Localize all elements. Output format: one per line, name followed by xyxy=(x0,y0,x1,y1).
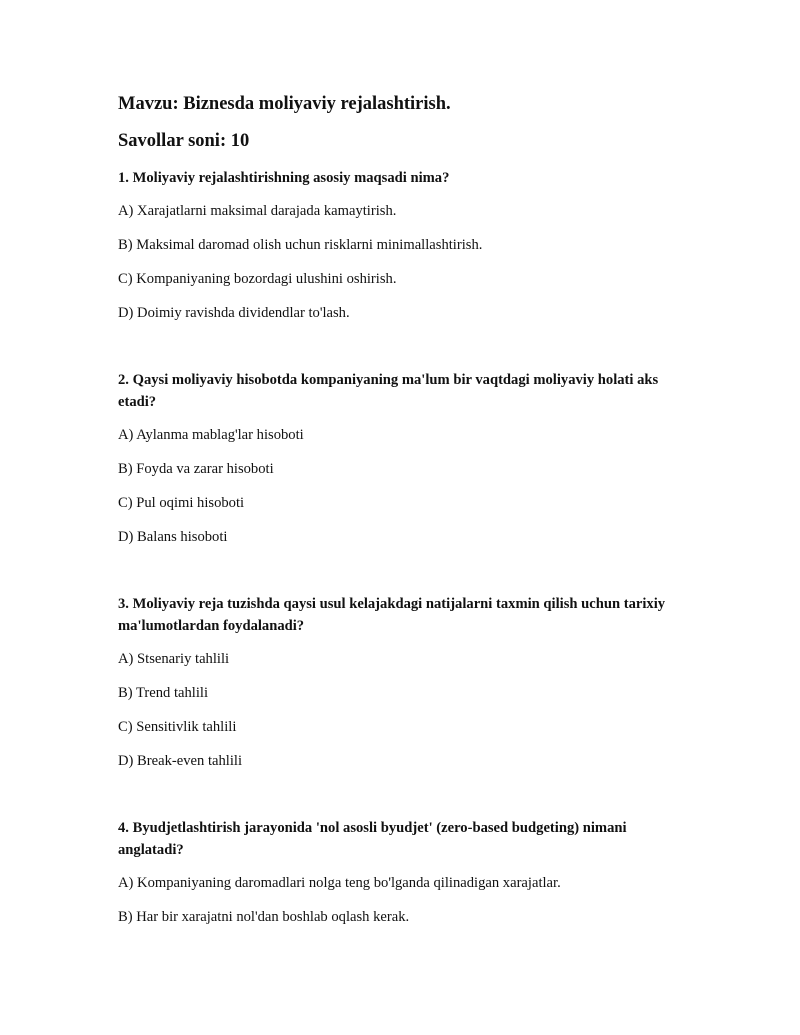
option-b: B) Maksimal daromad olish uchun risklarni minimallashtirish. xyxy=(118,237,483,253)
question-text: 2. Qaysi moliyaviy hisobotda kompaniyaning ma'lum bir vaqtdagi moliyaviy holati aks etadi? xyxy=(118,372,659,410)
option-c: C) Sensitivlik tahlili xyxy=(118,719,237,735)
option-a: A) Kompaniyaning daromadlari nolga teng bo'lganda qilinadigan xarajatlar. xyxy=(118,875,561,891)
question-text: 4. Byudjetlashtirish jarayonida 'nol asosli byudjet' (zero-based budgeting) nimani anglatadi? xyxy=(118,820,627,858)
option-b: B) Foyda va zarar hisoboti xyxy=(118,461,274,477)
option-a: A) Stsenariy tahlili xyxy=(118,651,230,667)
option-d: D) Doimiy ravishda dividendlar to'lash. xyxy=(118,305,350,321)
option-a: A) Xarajatlarni maksimal darajada kamaytirish. xyxy=(118,203,397,219)
option-c: C) Pul oqimi hisoboti xyxy=(118,495,245,511)
question-count: Savollar soni: 10 xyxy=(118,131,250,151)
question-text: 3. Moliyaviy reja tuzishda qaysi usul kelajakdagi natijalarni taxmin qilish uchun tarixiy ma'lumotlardan foydalanadi? xyxy=(118,596,666,634)
option-d: D) Break-even tahlili xyxy=(118,753,242,769)
option-a: A) Aylanma mablag'lar hisoboti xyxy=(118,427,304,443)
option-b: B) Har bir xarajatni nol'dan boshlab oqlash kerak. xyxy=(118,909,410,925)
document-page xyxy=(118,92,688,927)
option-c: C) Kompaniyaning bozordagi ulushini oshirish. xyxy=(118,271,397,287)
topic-title: Mavzu: Biznesda moliyaviy rejalashtirish. xyxy=(118,94,451,114)
question-1 xyxy=(118,167,688,323)
question-2 xyxy=(118,369,688,547)
option-d: D) Balans hisoboti xyxy=(118,529,228,545)
question-3 xyxy=(118,593,688,771)
question-4 xyxy=(118,817,688,927)
question-text: 1. Moliyaviy rejalashtirishning asosiy maqsadi nima? xyxy=(118,170,450,186)
option-b: B) Trend tahlili xyxy=(118,685,209,701)
